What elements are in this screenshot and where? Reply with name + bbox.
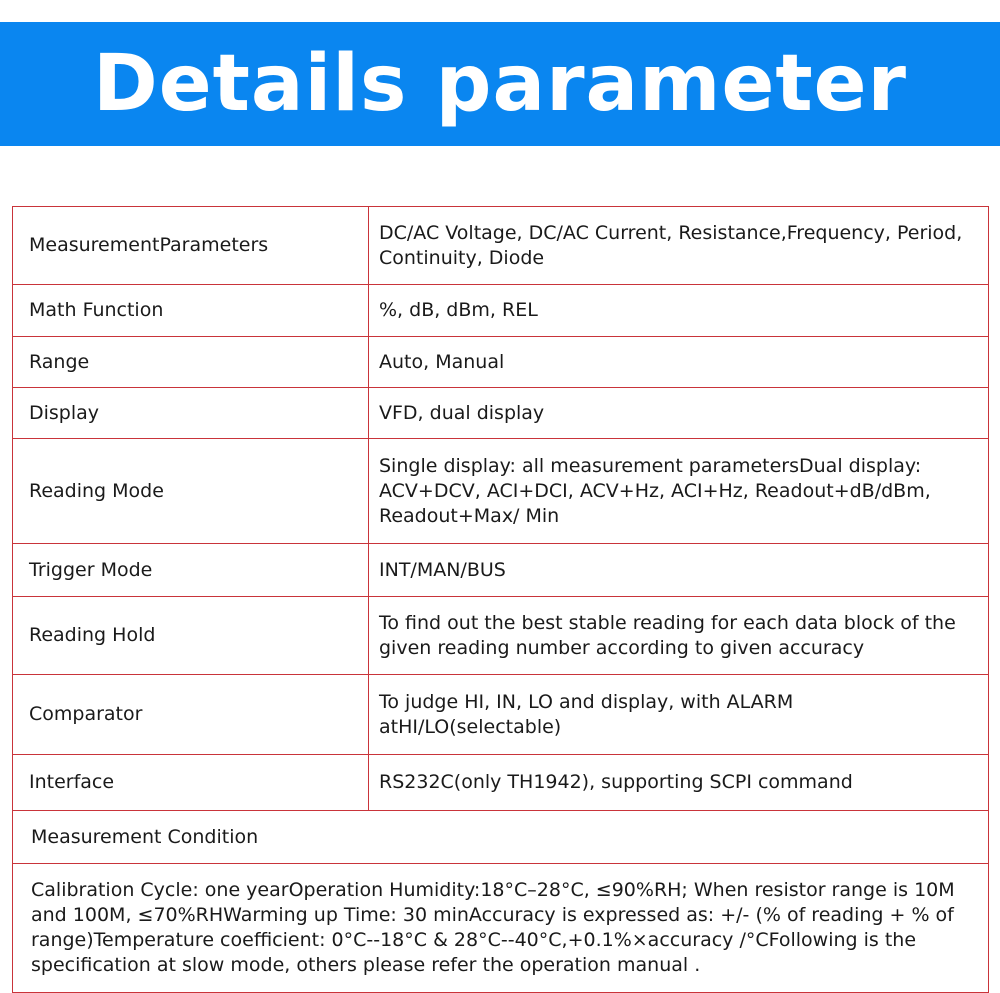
table-row <box>13 597 989 675</box>
table-row <box>13 544 989 597</box>
row-label: Interface <box>13 755 369 811</box>
table-row <box>13 439 989 544</box>
row-value: %, dB, dBm, REL <box>369 285 989 337</box>
row-value: RS232C(only TH1942), supporting SCPI command <box>369 755 989 811</box>
title-banner <box>0 22 1000 146</box>
table-row <box>13 755 989 811</box>
row-label: Comparator <box>13 675 369 755</box>
table-row <box>13 864 989 993</box>
row-label: Display <box>13 388 369 439</box>
row-value: DC/AC Voltage, DC/AC Current, Resistance,Frequency, Period, Continuity, Diode <box>369 207 989 285</box>
row-label: Trigger Mode <box>13 544 369 597</box>
row-label: Reading Mode <box>13 439 369 544</box>
table-row <box>13 337 989 388</box>
row-value: To judge HI, IN, LO and display, with ALARM atHI/LO(selectable) <box>369 675 989 755</box>
table-row <box>13 675 989 755</box>
row-value: VFD, dual display <box>369 388 989 439</box>
table-row <box>13 811 989 864</box>
table-row <box>13 285 989 337</box>
spec-table <box>12 206 989 993</box>
row-label: Math Function <box>13 285 369 337</box>
measurement-condition-text: Calibration Cycle: one yearOperation Humidity:18°C–28°C, ≤90%RH; When resistor range is 10M and 100M, ≤70%RHWarming up Time: 30 minAccuracy is expressed as: +/- (% of reading + % of range)Temperature coefficient: 0°C--18°C & 28°C--40°C,+0.1%×accuracy /°CFollowing is the specification at slow mode, others please refer the operation manual . <box>13 864 989 993</box>
row-label: Reading Hold <box>13 597 369 675</box>
row-value: Auto, Manual <box>369 337 989 388</box>
row-value: INT/MAN/BUS <box>369 544 989 597</box>
row-value: To find out the best stable reading for each data block of the given reading number according to given accuracy <box>369 597 989 675</box>
table-row <box>13 388 989 439</box>
row-label: Range <box>13 337 369 388</box>
measurement-condition-heading: Measurement Condition <box>13 811 989 864</box>
table-row <box>13 207 989 285</box>
page-title: Details parameter <box>92 39 908 129</box>
row-label: MeasurementParameters <box>13 207 369 285</box>
row-value: Single display: all measurement parametersDual display: ACV+DCV, ACI+DCI, ACV+Hz, ACI+Hz, Readout+dB/dBm, Readout+Max/ Min <box>369 439 989 544</box>
